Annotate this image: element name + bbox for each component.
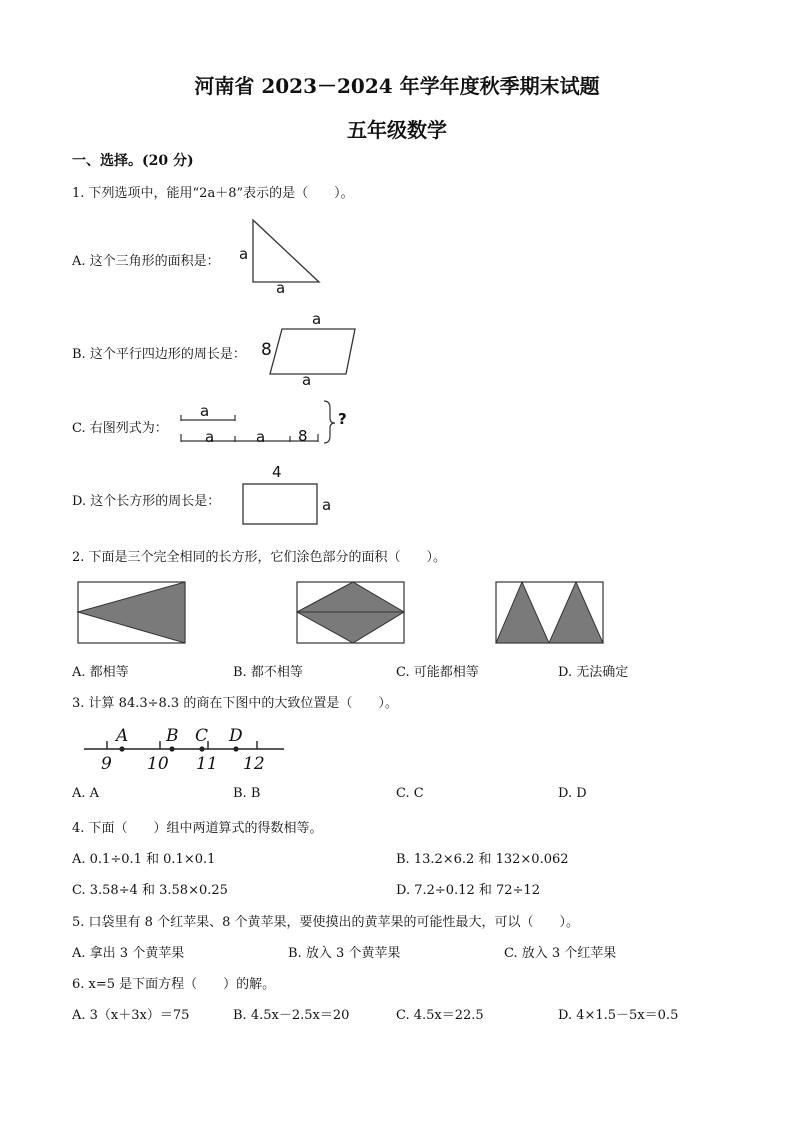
question-4-stem: 4. 下面（ ）组中两道算式的得数相等。 xyxy=(72,821,323,836)
page-subtitle: 五年级数学 xyxy=(347,118,447,142)
parallelogram-bottom-label: a xyxy=(302,371,312,389)
triangle-base-label: a xyxy=(276,279,286,297)
question-1-option-a: A. 这个三角形的面积是： xyxy=(72,254,220,269)
question-6-option-c: C. 4.5x＝22.5 xyxy=(396,1008,484,1023)
number-line-point-d: D xyxy=(229,726,243,746)
question-3-option-d: D. D xyxy=(558,786,587,801)
question-1-option-c: C. 右图列式为： xyxy=(72,421,168,436)
question-1-option-d: D. 这个长方形的周长是： xyxy=(72,494,221,509)
triangle-side-label: a xyxy=(239,245,249,263)
shaded-rectangle-1 xyxy=(76,580,188,646)
segment-2-label: a xyxy=(256,428,266,446)
section-heading: 一、选择。(20 分) xyxy=(72,153,194,169)
rectangle-figure xyxy=(240,480,320,528)
question-4-option-b: B. 13.2×6.2 和 132×0.062 xyxy=(396,852,569,867)
question-2-option-b: B. 都不相等 xyxy=(233,665,303,680)
parallelogram-top-label: a xyxy=(312,310,322,328)
question-1-option-b: B. 这个平行四边形的周长是： xyxy=(72,347,246,362)
page-title: 河南省 2023－2024 年学年度秋季期末试题 xyxy=(194,74,600,98)
shaded-rectangle-3 xyxy=(494,580,606,646)
segment-question-mark: ? xyxy=(338,410,347,428)
number-line-point-c: C xyxy=(195,726,209,746)
question-3-option-a: A. A xyxy=(72,786,100,801)
number-line-tick-12: 12 xyxy=(243,754,265,774)
rectangle-right-label: a xyxy=(322,496,332,514)
question-6-option-a: A. 3（x＋3x）＝75 xyxy=(72,1008,190,1023)
rectangle-top-label: 4 xyxy=(272,463,282,481)
question-2-stem: 2. 下面是三个完全相同的长方形，它们涂色部分的面积（ ）。 xyxy=(72,550,447,565)
number-line-tick-11: 11 xyxy=(196,754,218,774)
number-line-point-a: A xyxy=(116,726,129,746)
segment-1-label: a xyxy=(205,428,215,446)
question-2-option-a: A. 都相等 xyxy=(72,665,129,680)
number-line-tick-10: 10 xyxy=(147,754,169,774)
question-5-stem: 5. 口袋里有 8 个红苹果、8 个黄苹果，要使摸出的黄苹果的可能性最大，可以（ ）。 xyxy=(72,915,579,930)
segment-top-label: a xyxy=(200,402,210,420)
question-3-option-c: C. C xyxy=(396,786,424,801)
question-5-option-b: B. 放入 3 个黄苹果 xyxy=(288,946,401,961)
question-4-option-d: D. 7.2÷0.12 和 72÷12 xyxy=(396,883,540,898)
segment-3-label: 8 xyxy=(298,427,308,445)
question-5-option-c: C. 放入 3 个红苹果 xyxy=(504,946,617,961)
question-2-option-c: C. 可能都相等 xyxy=(396,665,479,680)
question-3-stem: 3. 计算 84.3÷8.3 的商在下图中的大致位置是（ ）。 xyxy=(72,696,398,711)
number-line-tick-9: 9 xyxy=(101,754,112,774)
shaded-rectangle-2 xyxy=(295,580,407,646)
parallelogram-figure xyxy=(262,322,362,382)
parallelogram-left-label: 8 xyxy=(261,340,272,360)
question-3-option-b: B. B xyxy=(233,786,261,801)
question-2-option-d: D. 无法确定 xyxy=(558,665,629,680)
question-6-stem: 6. x=5 是下面方程（ ）的解。 xyxy=(72,977,276,992)
question-6-option-d: D. 4×1.5－5x＝0.5 xyxy=(558,1008,679,1023)
question-4-option-c: C. 3.58÷4 和 3.58×0.25 xyxy=(72,883,228,898)
question-1-stem: 1. 下列选项中，能用“2a＋8”表示的是（ ）。 xyxy=(72,186,354,201)
question-4-option-a: A. 0.1÷0.1 和 0.1×0.1 xyxy=(72,852,216,867)
question-6-option-b: B. 4.5x－2.5x＝20 xyxy=(233,1008,350,1023)
number-line-point-b: B xyxy=(166,726,179,746)
question-5-option-a: A. 拿出 3 个黄苹果 xyxy=(72,946,185,961)
